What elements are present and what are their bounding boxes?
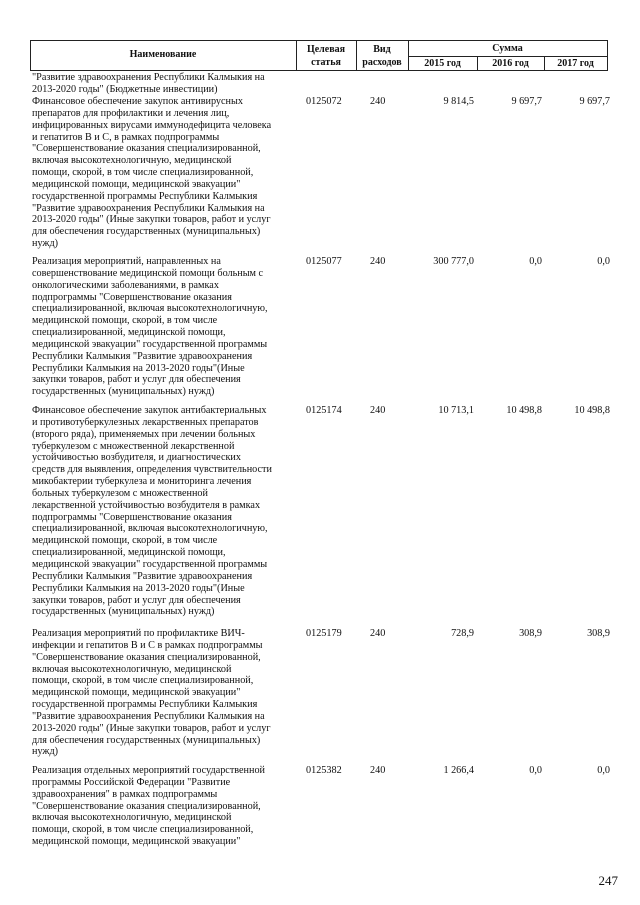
header-target-line1: Целевая: [306, 44, 346, 55]
row-name: Финансовое обеспечение закупок антивирусных препаратов для профилактики и лечения лиц, инфицированных вирусами иммунодефицита человека и гепатитов В и С, в рамках подпрограммы "Совершенствование оказания специализированной, включая высокотехнологичную, медицинской помощи, скорой, в том числе специализированной, медицинской помощи, медицинской эвакуации" государственной программы Республики Калмыкия "Развитие здравоохранения Республики Калмыкия на 2013-2020 годы" (Иные закупки товаров, работ и услуг для обеспечения государственных (муниципальных) нужд): [32, 96, 272, 250]
row-sum-2016: 308,9: [519, 628, 542, 639]
header-divider: [607, 40, 608, 71]
header-target-line2: статья: [311, 57, 341, 68]
row-name: Реализация отдельных мероприятий государственной программы Российской Федерации "Развитие здравоохранения" в рамках подпрограммы "Совершенствование оказания специализированной, включая высокотехнологичную, медицинской помощи, скорой, в том числе специализированной, медицинской помощи, медицинской эвакуации": [32, 765, 266, 848]
row-name: "Развитие здравоохранения Республики Калмыкия на 2013-2020 годы" (Бюджетные инвестиции): [32, 72, 265, 95]
row-target-code: 0125174: [306, 405, 342, 416]
row-sum-2017: 9 697,7: [579, 96, 610, 107]
row-target-code: 0125382: [306, 765, 342, 776]
row-sum-2016: 0,0: [529, 256, 542, 267]
row-target-code: 0125072: [306, 96, 342, 107]
row-expense-type: 240: [370, 256, 386, 267]
row-sum-2015: 10 713,1: [438, 405, 474, 416]
sum-subheader-divider: [408, 56, 607, 57]
row-expense-type: 240: [370, 765, 386, 776]
header-top-border: [30, 40, 607, 41]
row-sum-2017: 308,9: [587, 628, 610, 639]
row-expense-type: 240: [370, 628, 386, 639]
row-sum-2016: 0,0: [529, 765, 542, 776]
header-bottom-border: [30, 70, 607, 71]
row-sum-2015: 9 814,5: [443, 96, 474, 107]
header-name: Наименование: [129, 49, 197, 60]
row-target-code: 0125077: [306, 256, 342, 267]
row-sum-2016: 10 498,8: [506, 405, 542, 416]
row-name: Финансовое обеспечение закупок антибактериальных и противотуберкулезных лекарственных препаратов (второго ряда), применяемых при лечении больных туберкулезом с множественной лекарственной устойчивостью возбудителя, и диагностических средств для выявления, определения чувствительности микобактерии туберкулеза и мониторинга лечения больных туберкулезом с множественной лекарственной устойчивостью возбудителя в рамках подпрограммы "Совершенствование оказания специализированной, включая высокотехнологичную, медицинской помощи, скорой, в том числе специализированной, медицинской помощи, медицинской эвакуации" государственной программы Республики Калмыкия "Развитие здравоохранения Республики Калмыкия на 2013-2020 годы"(Иные закупки товаров, работ и услуг для обеспечения государственных (муниципальных) нужд): [32, 405, 272, 618]
row-sum-2017: 10 498,8: [574, 405, 610, 416]
row-sum-2015: 300 777,0: [433, 256, 474, 267]
row-name: Реализация мероприятий, направленных на совершенствование медицинской помощи больным с онкологическими заболеваниями, в рамках подпрограммы "Совершенствование оказания специализированной, включая высокотехнологичную, медицинской помощи, скорой, в том числе специализированной, медицинской помощи, медицинской эвакуации" государственной программы Республики Калмыкия "Развитие здравоохранения Республики Калмыкия на 2013-2020 годы"(Иные закупки товаров, работ и услуг для обеспечения государственных (муниципальных) нужд): [32, 256, 268, 398]
page-number: 247: [598, 873, 618, 888]
header-type-line2: расходов: [362, 57, 402, 68]
row-name: Реализация мероприятий по профилактике ВИЧ- инфекции и гепатитов В и С в рамках подпрограммы "Совершенствование оказания специализированной, включая высокотехнологичную, медицинской помощи, скорой, в том числе специализированной, медицинской помощи, медицинской эвакуации" государственной программы Республики Калмыкия "Развитие здравоохранения Республики Калмыкия на 2013-2020 годы" (Иные закупки товаров, работ и услуг для обеспечения государственных (муниципальных) нужд): [32, 628, 271, 758]
header-sum: Сумма: [492, 43, 523, 54]
row-sum-2015: 1 266,4: [443, 765, 474, 776]
row-sum-2016: 9 697,7: [511, 96, 542, 107]
header-type-line1: Вид: [373, 44, 391, 55]
row-sum-2017: 0,0: [597, 256, 610, 267]
row-expense-type: 240: [370, 405, 386, 416]
header-2017: 2017 год: [557, 58, 594, 69]
row-target-code: 0125179: [306, 628, 342, 639]
row-sum-2017: 0,0: [597, 765, 610, 776]
row-sum-2015: 728,9: [451, 628, 474, 639]
row-expense-type: 240: [370, 96, 386, 107]
header-2016: 2016 год: [492, 58, 529, 69]
header-2015: 2015 год: [424, 58, 461, 69]
